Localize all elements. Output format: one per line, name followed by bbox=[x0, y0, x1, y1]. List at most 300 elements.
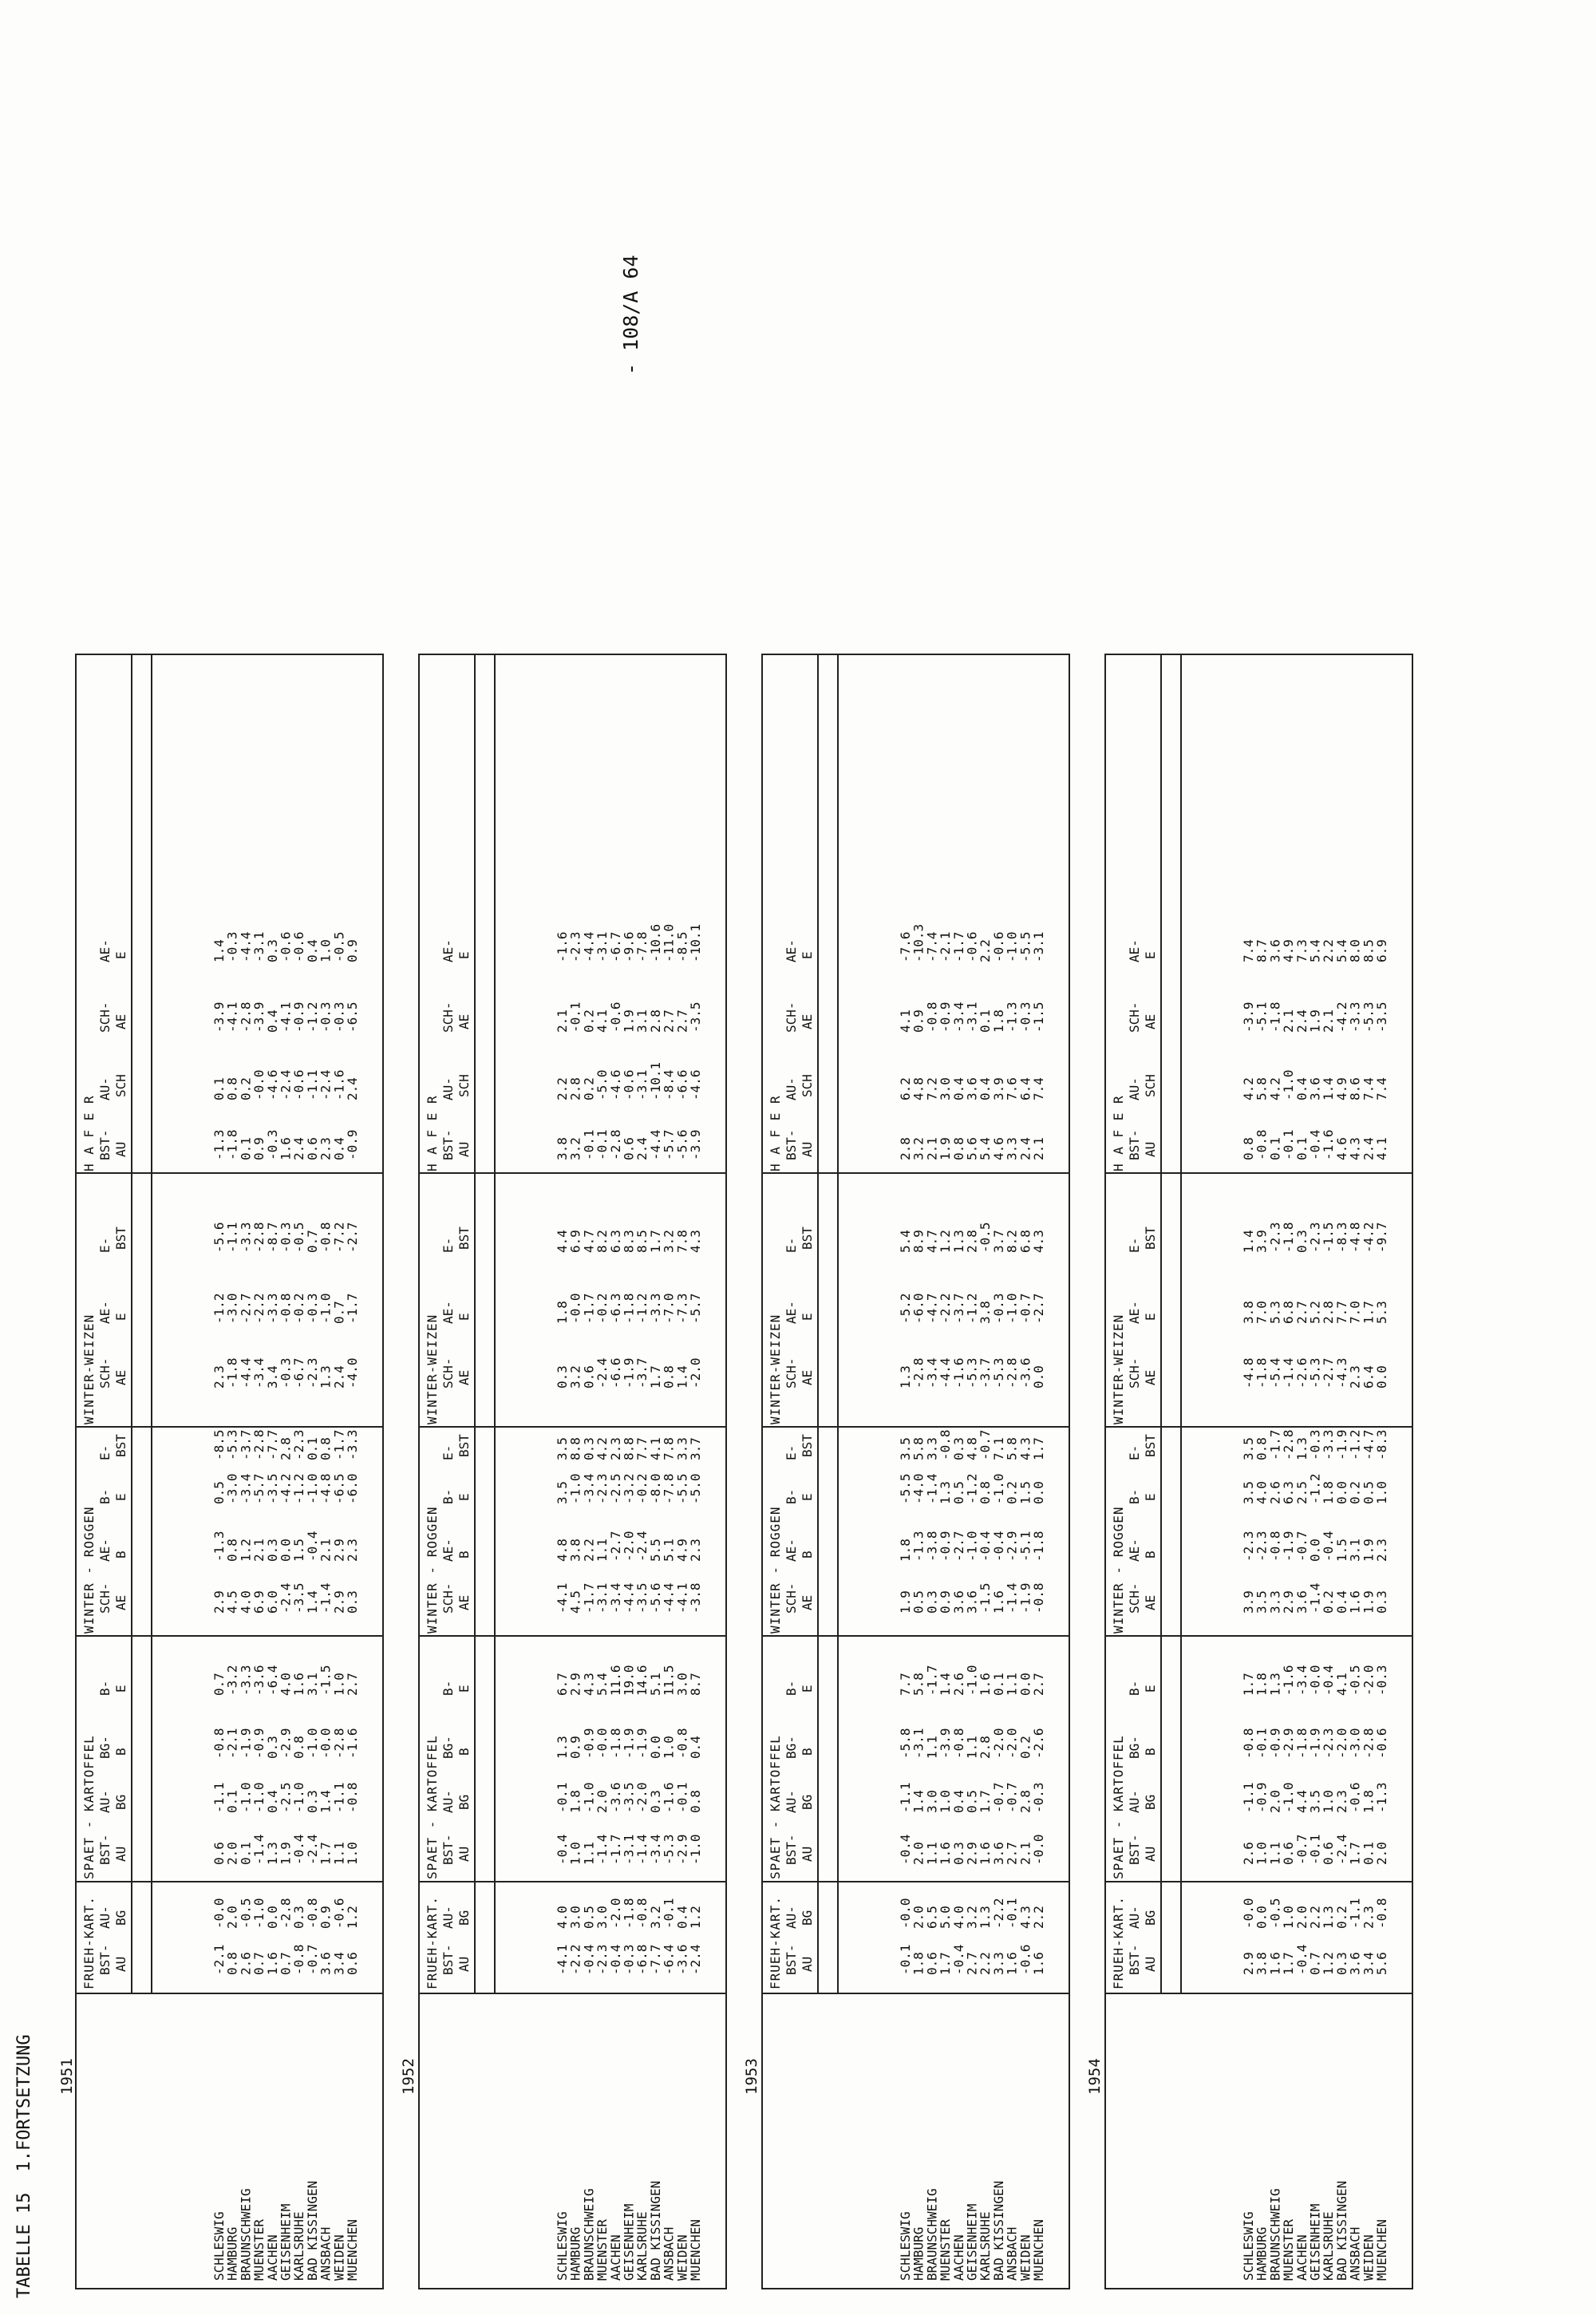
data-cell: -2.8 bbox=[607, 1129, 623, 1160]
data-cell: -5.7 bbox=[251, 1473, 267, 1504]
group-title: H A F E R bbox=[768, 1095, 783, 1171]
data-cell: 6.4 bbox=[1361, 1365, 1377, 1389]
data-cell: -0.7 bbox=[304, 1944, 320, 1975]
data-cell: 0.8 bbox=[661, 1365, 677, 1389]
data-cell: 0.2 bbox=[581, 1077, 597, 1100]
column-header-top: BST- bbox=[784, 1834, 799, 1865]
data-cell: -3.9 bbox=[251, 1001, 267, 1033]
data-cell: 4.1 bbox=[898, 1009, 913, 1033]
data-cell: -2.1 bbox=[211, 1944, 227, 1975]
data-cell: 0.4 bbox=[978, 1077, 994, 1100]
data-cell: 3.6 bbox=[318, 1952, 334, 1975]
data-cell: 0.6 bbox=[211, 1842, 227, 1865]
data-cell: -4.0 bbox=[345, 1357, 360, 1389]
column-header-bottom: B bbox=[1143, 1748, 1158, 1756]
data-cell: 4.8 bbox=[555, 1539, 570, 1562]
data-cell: 2.5 bbox=[1294, 1481, 1310, 1504]
data-cell: -4.2 bbox=[1333, 1001, 1349, 1033]
data-cell: -1.2 bbox=[964, 1473, 980, 1504]
data-cell: 1.6 bbox=[1031, 1952, 1046, 1975]
data-cell: -0.8 bbox=[1254, 1129, 1270, 1160]
data-cell: -2.4 bbox=[1333, 1834, 1349, 1865]
station-name: KARLSRUHE bbox=[291, 2211, 307, 2281]
data-cell: 3.0 bbox=[938, 1077, 954, 1100]
station-name: MUENSTER bbox=[1281, 2218, 1297, 2281]
data-cell: 3.1 bbox=[304, 1673, 320, 1696]
data-cell: -1.8 bbox=[1254, 1357, 1270, 1389]
data-cell: 4.0 bbox=[1254, 1481, 1270, 1504]
data-cell: 1.6 bbox=[1004, 1952, 1020, 1975]
data-cell: -5.3 bbox=[990, 1357, 1006, 1389]
data-cell: 5.3 bbox=[1374, 1301, 1389, 1324]
data-cell: -0.8 bbox=[1374, 1898, 1389, 1929]
data-cell: 8.6 bbox=[1347, 1077, 1363, 1100]
data-cell: 4.5 bbox=[567, 1590, 583, 1614]
data-cell: 6.2 bbox=[898, 1077, 913, 1100]
data-cell: -1.5 bbox=[318, 1665, 334, 1696]
data-cell: 0.2 bbox=[238, 1077, 254, 1100]
data-cell: -0.1 bbox=[1004, 1898, 1020, 1929]
data-cell: 0.4 bbox=[264, 1009, 280, 1033]
data-cell: 1.8 bbox=[1321, 1481, 1337, 1504]
group-title: FRUEH-KART. bbox=[768, 1896, 783, 1989]
data-cell: -0.8 bbox=[278, 1293, 294, 1324]
data-cell: -0.3 bbox=[264, 1129, 280, 1160]
data-cell: 0.1 bbox=[1267, 1137, 1283, 1160]
data-cell: -3.7 bbox=[634, 1357, 650, 1389]
data-cell: 8.2 bbox=[595, 1230, 610, 1253]
data-cell: -1.3 bbox=[211, 1531, 227, 1562]
data-cell: 0.1 bbox=[304, 1437, 320, 1460]
data-cell: -0.0 bbox=[251, 1069, 267, 1100]
data-cell: 5.5 bbox=[647, 1539, 663, 1562]
data-cell: 4.9 bbox=[674, 1539, 690, 1562]
data-cell: -2.3 bbox=[595, 1944, 610, 1975]
data-cell: 4.9 bbox=[1281, 939, 1297, 962]
column-header-top: AE- bbox=[784, 939, 799, 962]
data-cell: 2.8 bbox=[278, 1437, 294, 1460]
station-name: ANSBACH bbox=[318, 2226, 334, 2281]
data-cell: -0.9 bbox=[1254, 1782, 1270, 1813]
data-cell: 0.3 bbox=[581, 1437, 597, 1460]
data-cell: -7.7 bbox=[264, 1429, 280, 1460]
data-cell: 2.3 bbox=[1333, 1790, 1349, 1813]
data-cell: 1.4 bbox=[674, 1365, 690, 1389]
data-cell: 1.7 bbox=[1361, 1301, 1377, 1324]
group-title: WINTER-WEIZEN bbox=[768, 1314, 783, 1424]
data-cell: -1.6 bbox=[1321, 1129, 1337, 1160]
data-cell: 3.6 bbox=[1347, 1952, 1363, 1975]
data-cell: -0.1 bbox=[674, 1782, 690, 1813]
data-cell: 0.5 bbox=[211, 1481, 227, 1504]
data-cell: 1.1 bbox=[964, 1736, 980, 1759]
data-cell: 2.1 bbox=[1017, 1842, 1033, 1865]
column-header-bottom: BST bbox=[1143, 1227, 1158, 1250]
data-cell: -0.0 bbox=[567, 1293, 583, 1324]
data-cell: -0.9 bbox=[1267, 1728, 1283, 1759]
data-cell: 2.3 bbox=[1347, 1365, 1363, 1389]
data-cell: 3.5 bbox=[1241, 1437, 1256, 1460]
data-cell: -0.4 bbox=[990, 1531, 1006, 1562]
data-cell: -2.8 bbox=[1281, 1429, 1297, 1460]
data-cell: 0.4 bbox=[674, 1906, 690, 1929]
data-cell: -1.7 bbox=[1267, 1429, 1283, 1460]
station-name: AACHEN bbox=[1294, 2234, 1310, 2281]
data-cell: 1.7 bbox=[647, 1365, 663, 1389]
data-cell: 0.6 bbox=[345, 1952, 360, 1975]
station-name: MUENSTER bbox=[595, 2218, 610, 2281]
data-cell: -1.0 bbox=[964, 1665, 980, 1696]
data-cell: -2.0 bbox=[634, 1782, 650, 1813]
column-header-top: E- bbox=[97, 1444, 113, 1460]
data-cell: 0.6 bbox=[304, 1137, 320, 1160]
data-cell: 3.6 bbox=[964, 1077, 980, 1100]
column-header-bottom: E bbox=[1143, 1685, 1158, 1693]
data-cell: -5.5 bbox=[674, 1473, 690, 1504]
data-cell: 2.8 bbox=[1017, 1790, 1033, 1813]
data-cell: -5.5 bbox=[898, 1473, 913, 1504]
data-cell: 4.1 bbox=[1333, 1673, 1349, 1696]
data-cell: 2.0 bbox=[911, 1842, 926, 1865]
data-cell: -2.8 bbox=[331, 1728, 347, 1759]
column-header-top: BST- bbox=[1127, 1129, 1142, 1160]
data-cell: 6.9 bbox=[567, 1230, 583, 1253]
data-cell: 3.2 bbox=[567, 1365, 583, 1389]
column-header-top: AU- bbox=[440, 1790, 456, 1813]
column-header-top: E- bbox=[440, 1444, 456, 1460]
data-cell: 2.2 bbox=[581, 1539, 597, 1562]
column-header-top: E- bbox=[1127, 1237, 1142, 1253]
column-header-bottom: AU bbox=[800, 1141, 815, 1157]
data-cell: 2.8 bbox=[567, 1077, 583, 1100]
data-cell: 2.9 bbox=[1241, 1952, 1256, 1975]
data-cell: 2.9 bbox=[567, 1673, 583, 1696]
column-header-bottom: BST bbox=[113, 1434, 128, 1457]
data-cell: 1.4 bbox=[911, 1790, 926, 1813]
column-header-top: AU- bbox=[1127, 1906, 1142, 1929]
column-header-top: AU- bbox=[1127, 1790, 1142, 1813]
column-header-top: SCH- bbox=[1127, 1001, 1142, 1033]
column-header-top: SCH- bbox=[784, 1582, 799, 1614]
data-cell: -5.8 bbox=[898, 1728, 913, 1759]
data-cell: 1.0 bbox=[1321, 1790, 1337, 1813]
data-cell: -1.8 bbox=[224, 1357, 240, 1389]
data-cell: 4.7 bbox=[581, 1230, 597, 1253]
data-cell: -2.8 bbox=[1004, 1357, 1020, 1389]
column-header-top: BST- bbox=[97, 1129, 113, 1160]
data-cell: 2.0 bbox=[595, 1790, 610, 1813]
table-border bbox=[76, 654, 383, 2289]
data-cell: -7.6 bbox=[898, 931, 913, 962]
data-cell: 1.4 bbox=[318, 1790, 334, 1813]
data-cell: -1.0 bbox=[567, 1473, 583, 1504]
data-cell: 2.3 bbox=[1361, 1906, 1377, 1929]
data-cell: -1.8 bbox=[621, 1898, 637, 1929]
data-cell: 1.7 bbox=[978, 1790, 994, 1813]
data-cell: -2.3 bbox=[1267, 1222, 1283, 1253]
station-name: BAD KISSINGEN bbox=[647, 2180, 663, 2281]
column-header-top: AE- bbox=[97, 939, 113, 962]
data-cell: -3.9 bbox=[938, 1728, 954, 1759]
data-cell: -7.2 bbox=[331, 1222, 347, 1253]
data-cell: 2.2 bbox=[978, 1952, 994, 1975]
data-cell: 6.3 bbox=[1281, 1481, 1297, 1504]
data-cell: -2.6 bbox=[1031, 1728, 1046, 1759]
data-cell: 1.1 bbox=[1004, 1673, 1020, 1696]
data-cell: 6.7 bbox=[555, 1673, 570, 1696]
data-cell: -3.8 bbox=[924, 1531, 940, 1562]
data-cell: -0.0 bbox=[318, 1728, 334, 1759]
station-name: ANSBACH bbox=[661, 2226, 677, 2281]
data-cell: -2.0 bbox=[1004, 1728, 1020, 1759]
data-cell: -4.4 bbox=[238, 1357, 254, 1389]
data-cell: 1.3 bbox=[264, 1842, 280, 1865]
group-title: SPAET - KARTOFFEL bbox=[1111, 1735, 1126, 1879]
data-cell: 5.4 bbox=[898, 1230, 913, 1253]
data-cell: 0.1 bbox=[1294, 1137, 1310, 1160]
data-cell: -5.1 bbox=[1254, 1001, 1270, 1033]
data-cell: 1.6 bbox=[1347, 1590, 1363, 1614]
column-header-bottom: AE bbox=[113, 1369, 128, 1385]
data-cell: -1.2 bbox=[1347, 1429, 1363, 1460]
data-cell: -0.6 bbox=[607, 1001, 623, 1033]
data-cell: 5.8 bbox=[911, 1437, 926, 1460]
data-cell: -0.5 bbox=[1267, 1898, 1283, 1929]
column-header-bottom: AE bbox=[113, 1013, 128, 1029]
data-cell: 5.4 bbox=[978, 1137, 994, 1160]
column-header-bottom: E bbox=[113, 1685, 128, 1693]
data-cell: -5.6 bbox=[647, 1582, 663, 1614]
data-cell: 0.9 bbox=[911, 1009, 926, 1033]
data-cell: 2.8 bbox=[647, 1009, 663, 1033]
data-cell: 3.3 bbox=[1004, 1137, 1020, 1160]
data-cell: -0.0 bbox=[211, 1898, 227, 1929]
data-cell: -0.4 bbox=[607, 1944, 623, 1975]
data-cell: 1.4 bbox=[1241, 1230, 1256, 1253]
data-cell: -0.8 bbox=[1267, 1531, 1283, 1562]
data-cell: -2.8 bbox=[251, 1429, 267, 1460]
data-cell: -6.3 bbox=[607, 1293, 623, 1324]
data-cell: 0.9 bbox=[567, 1736, 583, 1759]
station-name: WEIDEN bbox=[331, 2234, 347, 2281]
data-cell: -3.1 bbox=[911, 1728, 926, 1759]
data-cell: -3.4 bbox=[950, 1001, 966, 1033]
data-cell: -1.9 bbox=[238, 1728, 254, 1759]
data-cell: 4.6 bbox=[990, 1137, 1006, 1160]
data-cell: -1.6 bbox=[331, 1069, 347, 1100]
data-cell: 2.4 bbox=[345, 1077, 360, 1100]
data-cell: -5.7 bbox=[661, 1129, 677, 1160]
data-cell: -5.7 bbox=[688, 1293, 703, 1324]
data-cell: 4.1 bbox=[595, 1009, 610, 1033]
data-cell: -1.4 bbox=[1307, 1582, 1323, 1614]
data-cell: 0.1 bbox=[211, 1077, 227, 1100]
data-cell: 3.6 bbox=[964, 1590, 980, 1614]
data-cell: 4.0 bbox=[278, 1673, 294, 1696]
data-cell: -4.4 bbox=[621, 1582, 637, 1614]
data-cell: 0.3 bbox=[1333, 1952, 1349, 1975]
column-header-bottom: E bbox=[800, 1685, 815, 1693]
data-cell: 0.8 bbox=[950, 1137, 966, 1160]
data-cell: -0.9 bbox=[345, 1129, 360, 1160]
data-cell: -0.4 bbox=[555, 1834, 570, 1865]
data-cell: 4.8 bbox=[911, 1077, 926, 1100]
data-cell: 7.1 bbox=[990, 1437, 1006, 1460]
data-cell: -3.8 bbox=[688, 1582, 703, 1614]
data-cell: -1.8 bbox=[224, 1129, 240, 1160]
data-cell: 2.0 bbox=[1294, 1906, 1310, 1929]
data-cell: -5.3 bbox=[1307, 1357, 1323, 1389]
data-cell: 3.9 bbox=[990, 1077, 1006, 1100]
data-cell: -2.5 bbox=[278, 1782, 294, 1813]
data-cell: 3.2 bbox=[647, 1906, 663, 1929]
data-cell: -1.4 bbox=[251, 1834, 267, 1865]
column-header-bottom: E bbox=[113, 1313, 128, 1321]
column-header-bottom: SCH bbox=[456, 1074, 472, 1097]
data-cell: 1.9 bbox=[1361, 1539, 1377, 1562]
data-cell: -0.0 bbox=[1031, 1834, 1046, 1865]
station-name: BRAUNSCHWEIG bbox=[924, 2188, 940, 2281]
group-title: H A F E R bbox=[81, 1095, 97, 1171]
data-cell: 2.8 bbox=[978, 1736, 994, 1759]
data-cell: -5.6 bbox=[211, 1222, 227, 1253]
station-name: ANSBACH bbox=[1347, 2226, 1363, 2281]
data-cell: -1.2 bbox=[211, 1293, 227, 1324]
data-cell: 1.3 bbox=[1294, 1437, 1310, 1460]
data-cell: -2.4 bbox=[688, 1944, 703, 1975]
data-cell: 6.9 bbox=[1374, 939, 1389, 962]
data-cell: 1.0 bbox=[345, 1842, 360, 1865]
data-cell: 8.8 bbox=[621, 1437, 637, 1460]
data-cell: 1.0 bbox=[938, 1790, 954, 1813]
station-name: MUENCHEN bbox=[345, 2218, 360, 2281]
data-cell: -0.3 bbox=[1031, 1782, 1046, 1813]
data-cell: -0.7 bbox=[1294, 1531, 1310, 1562]
data-cell: 0.0 bbox=[264, 1906, 280, 1929]
station-name: BAD KISSINGEN bbox=[304, 2180, 320, 2281]
column-header-top: BST- bbox=[97, 1834, 113, 1865]
table-border bbox=[1105, 654, 1412, 2289]
data-cell: 2.1 bbox=[924, 1137, 940, 1160]
data-cell: -6.8 bbox=[634, 1944, 650, 1975]
data-cell: 3.2 bbox=[567, 1137, 583, 1160]
data-cell: -1.6 bbox=[661, 1782, 677, 1813]
data-cell: -1.2 bbox=[964, 1293, 980, 1324]
data-cell: -0.3 bbox=[331, 1001, 347, 1033]
data-cell: -0.9 bbox=[938, 1001, 954, 1033]
data-cell: 8.7 bbox=[688, 1673, 703, 1696]
data-cell: -1.2 bbox=[291, 1473, 307, 1504]
data-cell: -5.4 bbox=[1267, 1357, 1283, 1389]
data-cell: -10.1 bbox=[688, 923, 703, 962]
column-header-top: SCH- bbox=[97, 1357, 113, 1389]
column-header-bottom: BST bbox=[456, 1227, 472, 1250]
data-cell: 3.2 bbox=[964, 1906, 980, 1929]
data-cell: 2.9 bbox=[331, 1590, 347, 1614]
data-cell: 3.8 bbox=[978, 1301, 994, 1324]
column-header-top: AU- bbox=[784, 1906, 799, 1929]
data-cell: -3.1 bbox=[964, 1001, 980, 1033]
data-cell: -3.9 bbox=[1241, 1001, 1256, 1033]
data-cell: -2.4 bbox=[318, 1069, 334, 1100]
data-cell: -1.1 bbox=[304, 1069, 320, 1100]
data-cell: -2.0 bbox=[1361, 1665, 1377, 1696]
data-cell: -4.4 bbox=[647, 1129, 663, 1160]
data-cell: -2.0 bbox=[607, 1898, 623, 1929]
year-label: 1954 bbox=[1086, 2058, 1104, 2095]
data-cell: 1.6 bbox=[978, 1673, 994, 1696]
data-cell: -1.0 bbox=[304, 1728, 320, 1759]
column-header-bottom: B bbox=[800, 1748, 815, 1756]
data-cell: 0.3 bbox=[1294, 1230, 1310, 1253]
data-cell: -0.3 bbox=[1374, 1665, 1389, 1696]
column-header-bottom: AE bbox=[1143, 1369, 1158, 1385]
data-cell: 2.0 bbox=[1267, 1790, 1283, 1813]
data-cell: -3.1 bbox=[634, 1069, 650, 1100]
data-cell: 0.0 bbox=[1254, 1906, 1270, 1929]
data-cell: -1.6 bbox=[555, 931, 570, 962]
data-cell: 0.5 bbox=[964, 1790, 980, 1813]
data-cell: 5.3 bbox=[1267, 1301, 1283, 1324]
data-cell: 8.0 bbox=[1347, 939, 1363, 962]
data-cell: 0.5 bbox=[911, 1590, 926, 1614]
data-cell: -3.6 bbox=[607, 1782, 623, 1813]
data-cell: 8.8 bbox=[567, 1437, 583, 1460]
data-cell: 4.5 bbox=[224, 1590, 240, 1614]
data-cell: 4.2 bbox=[595, 1437, 610, 1460]
column-header-top: AE- bbox=[440, 939, 456, 962]
data-cell: -3.4 bbox=[924, 1357, 940, 1389]
station-name: ANSBACH bbox=[1004, 2226, 1020, 2281]
data-cell: 1.3 bbox=[938, 1481, 954, 1504]
data-cell: 2.4 bbox=[1294, 1009, 1310, 1033]
data-cell: 1.6 bbox=[278, 1137, 294, 1160]
data-cell: 0.8 bbox=[1241, 1137, 1256, 1160]
data-cell: -0.9 bbox=[581, 1728, 597, 1759]
data-cell: -4.2 bbox=[1361, 1222, 1377, 1253]
data-cell: 0.8 bbox=[224, 1077, 240, 1100]
table-border bbox=[762, 654, 1069, 2289]
column-header-bottom: AE bbox=[800, 1013, 815, 1029]
data-cell: -4.1 bbox=[674, 1582, 690, 1614]
data-cell: -3.4 bbox=[647, 1834, 663, 1865]
data-cell: -0.8 bbox=[211, 1728, 227, 1759]
data-cell: 0.0 bbox=[1031, 1481, 1046, 1504]
data-cell: 1.1 bbox=[595, 1539, 610, 1562]
column-header-bottom: B bbox=[1143, 1551, 1158, 1558]
data-cell: -3.9 bbox=[211, 1001, 227, 1033]
data-cell: -5.3 bbox=[964, 1357, 980, 1389]
data-cell: -2.3 bbox=[1321, 1728, 1337, 1759]
data-cell: -1.0 bbox=[964, 1531, 980, 1562]
data-cell: 2.1 bbox=[1281, 1009, 1297, 1033]
data-cell: -8.4 bbox=[661, 1069, 677, 1100]
column-header-bottom: BG bbox=[1143, 1910, 1158, 1926]
data-cell: -0.4 bbox=[1321, 1531, 1337, 1562]
station-name: BRAUNSCHWEIG bbox=[238, 2188, 254, 2281]
data-cell: -4.4 bbox=[581, 931, 597, 962]
data-cell: 0.8 bbox=[224, 1952, 240, 1975]
data-cell: -5.2 bbox=[898, 1293, 913, 1324]
data-cell: 0.8 bbox=[291, 1736, 307, 1759]
data-cell: -1.9 bbox=[621, 1357, 637, 1389]
year-label: 1952 bbox=[400, 2058, 417, 2095]
data-cell: -1.7 bbox=[345, 1293, 360, 1324]
data-cell: -1.6 bbox=[950, 1357, 966, 1389]
data-cell: 1.6 bbox=[990, 1590, 1006, 1614]
data-cell: -3.9 bbox=[688, 1129, 703, 1160]
data-cell: 3.4 bbox=[264, 1365, 280, 1389]
